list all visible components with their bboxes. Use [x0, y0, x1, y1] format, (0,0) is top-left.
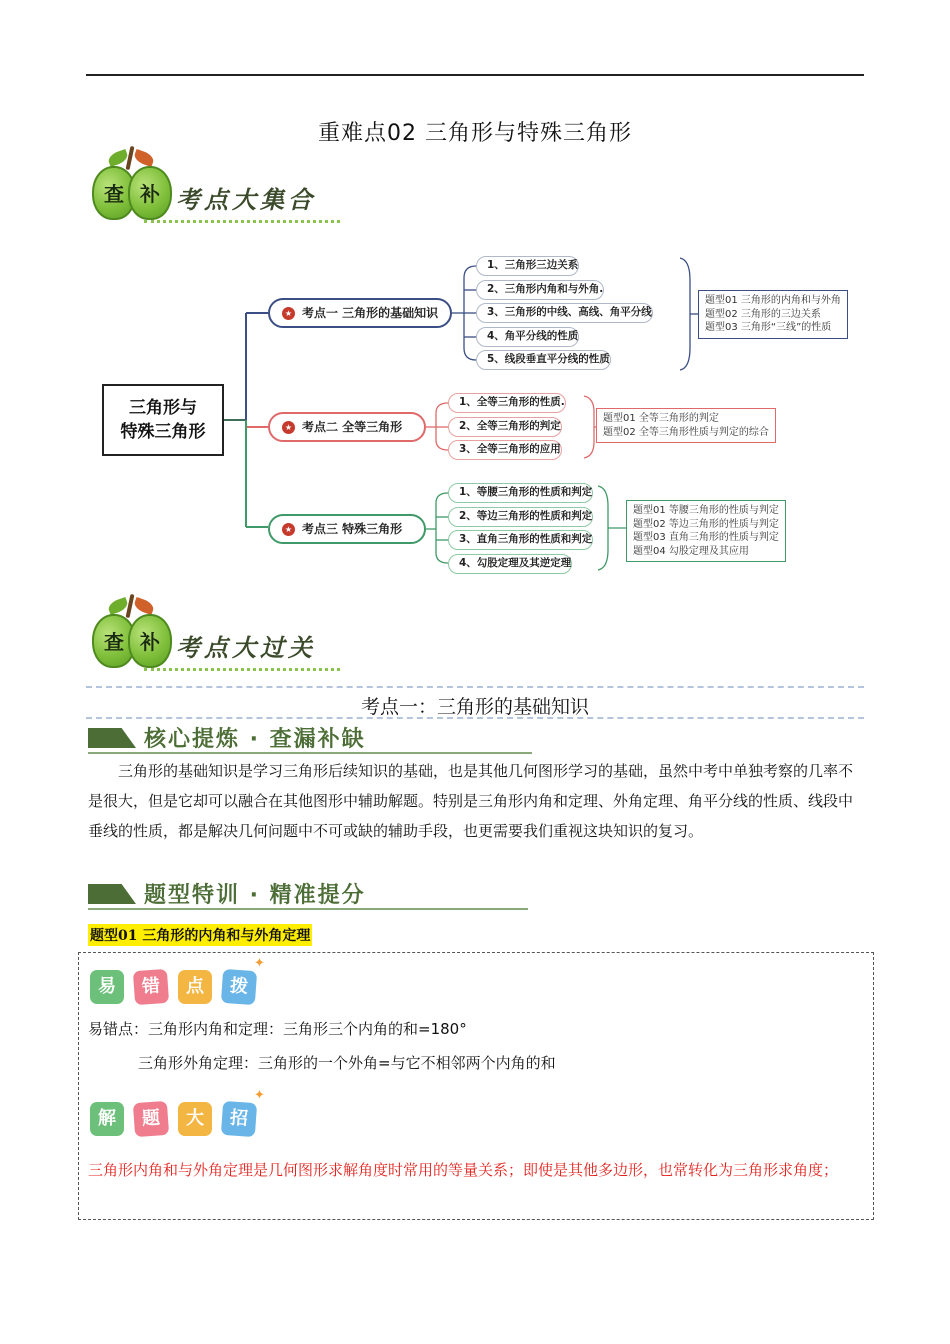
tile: 点 — [178, 970, 212, 1004]
tiles-key-methods — [90, 1088, 290, 1148]
badge-char: 补 — [140, 182, 160, 206]
type-box-line: 题型02 全等三角形性质与判定的综合 — [603, 426, 769, 438]
document-title: 重难点02 三角形与特殊三角形 — [318, 121, 632, 146]
tile: 大 — [178, 1102, 212, 1136]
type-box-line: 题型01 三角形的内角和与外角 — [705, 295, 841, 306]
type-box-line: 题型03 直角三角形的性质与判定 — [633, 532, 779, 543]
node-label: 考点二 全等三角形 — [302, 420, 403, 434]
type-box-line: 题型02 三角形的三边关系 — [705, 308, 821, 320]
mindmap-leaf: 4、角平分线的性质 — [476, 327, 579, 347]
tiles-common-errors — [90, 956, 290, 1016]
root-line: 三角形与 — [129, 398, 197, 418]
badge-phrase: 考点大集合 — [176, 185, 316, 214]
tile: 解 — [90, 1102, 124, 1136]
mindmap-leaf: 2、三角形内角和与外角. — [476, 280, 604, 300]
banner-practice — [88, 878, 528, 910]
apple-stem-icon — [126, 594, 135, 618]
badge-underline — [144, 668, 340, 671]
type-box-line: 题型03 三角形“三线”的性质 — [705, 322, 832, 333]
node-label: 考点三 特殊三角形 — [302, 522, 403, 536]
key-method-text: 三角形内角和与外角定理是几何图形求解角度时常用的等量关系；即使是其他多边形，也常转化为三角形求角度； — [88, 1161, 839, 1179]
spark-icon: ✦ — [254, 1088, 265, 1103]
section-title: 考点一：三角形的基础知识 — [360, 696, 589, 718]
banner-underline — [88, 908, 528, 910]
tile: 题 — [133, 1101, 169, 1137]
section-divider-top — [86, 686, 864, 688]
star-icon: ★ — [282, 523, 295, 536]
tile: 错 — [133, 969, 169, 1005]
badge-char: 查 — [104, 630, 124, 654]
banner-core — [88, 722, 532, 754]
type-box-line: 题型01 等腰三角形的性质与判定 — [633, 505, 779, 516]
star-icon: ★ — [282, 307, 295, 320]
apple-badge-review — [88, 592, 348, 676]
node-label: 考点一 三角形的基础知识 — [302, 306, 439, 320]
badge-char: 查 — [104, 182, 124, 206]
header-rule — [86, 74, 864, 76]
badge-phrase: 考点大过关 — [176, 633, 316, 662]
mindmap-leaf: 4、勾股定理及其逆定理 — [448, 554, 572, 574]
mindmap-node-2 — [268, 412, 426, 442]
banner-text: 题型特训 · 精准提分 — [144, 883, 366, 908]
root-line: 特殊三角形 — [120, 422, 206, 442]
tile: 拨 — [221, 969, 257, 1005]
tip-line-1: 易错点：三角形内角和定理：三角形三个内角的和=180° — [88, 1020, 467, 1038]
spark-icon: ✦ — [254, 956, 265, 971]
tip-line-2: 三角形外角定理：三角形的一个外角=与它不相邻两个内角的和 — [138, 1054, 556, 1072]
type-box-line: 题型01 全等三角形的判定 — [603, 413, 719, 424]
mindmap — [90, 250, 870, 590]
mindmap-node-1 — [268, 298, 452, 328]
question-type-tag: 题型01 三角形的内角和与外角定理 — [88, 924, 312, 946]
mindmap-leaf: 3、三角形的中线、高线、角平分线 — [476, 303, 653, 323]
badge-char: 补 — [140, 630, 160, 654]
tile: 招 — [221, 1101, 257, 1137]
leaf-icon — [133, 149, 156, 167]
mindmap-leaf: 5、线段垂直平分线的性质 — [476, 350, 611, 370]
type-box-line: 题型02 等边三角形的性质与判定 — [633, 518, 779, 530]
tile: 易 — [90, 970, 124, 1004]
star-icon: ★ — [282, 421, 295, 434]
mindmap-leaf: 3、直角三角形的性质和判定 — [448, 530, 593, 550]
mindmap-node-3 — [268, 514, 426, 544]
mindmap-leaf: 1、全等三角形的性质. — [448, 393, 566, 413]
intro-paragraph: 三角形的基础知识是学习三角形后续知识的基础，也是其他几何图形学习的基础，虽然中考中单独考察的几率不是很大，但是它却可以融合在其他图形中辅助解题。特别是三角形内角和定理、外角定理、角平分线的性质、线段中垂线的性质，都是解决几何问题中不可或缺的辅助手段，也更需要我们重视这块知识的复习。 — [88, 762, 854, 840]
type-box-line: 题型04 勾股定理及其应用 — [633, 545, 749, 557]
mindmap-type-box — [626, 500, 786, 562]
banner-underline — [88, 752, 532, 754]
mindmap-leaf: 1、等腰三角形的性质和判定 — [448, 483, 593, 503]
mindmap-leaf: 1、三角形三边关系 — [476, 256, 579, 276]
banner-arrow-icon — [88, 728, 136, 748]
badge-underline — [144, 220, 340, 223]
banner-text: 核心提炼 · 查漏补缺 — [144, 727, 366, 752]
section-divider-bottom — [86, 717, 864, 719]
mindmap-type-box — [596, 408, 776, 443]
leaf-icon — [133, 597, 156, 615]
mindmap-leaf: 2、等边三角形的性质和判定 — [448, 507, 593, 527]
apple-badge-summary — [88, 144, 348, 228]
mindmap-leaf: 3、全等三角形的应用 — [448, 440, 562, 460]
mindmap-leaf: 2、全等三角形的判定 — [448, 417, 562, 437]
banner-arrow-icon — [88, 884, 136, 904]
mindmap-type-box — [698, 290, 848, 339]
apple-stem-icon — [126, 146, 135, 170]
mindmap-root — [102, 384, 224, 456]
